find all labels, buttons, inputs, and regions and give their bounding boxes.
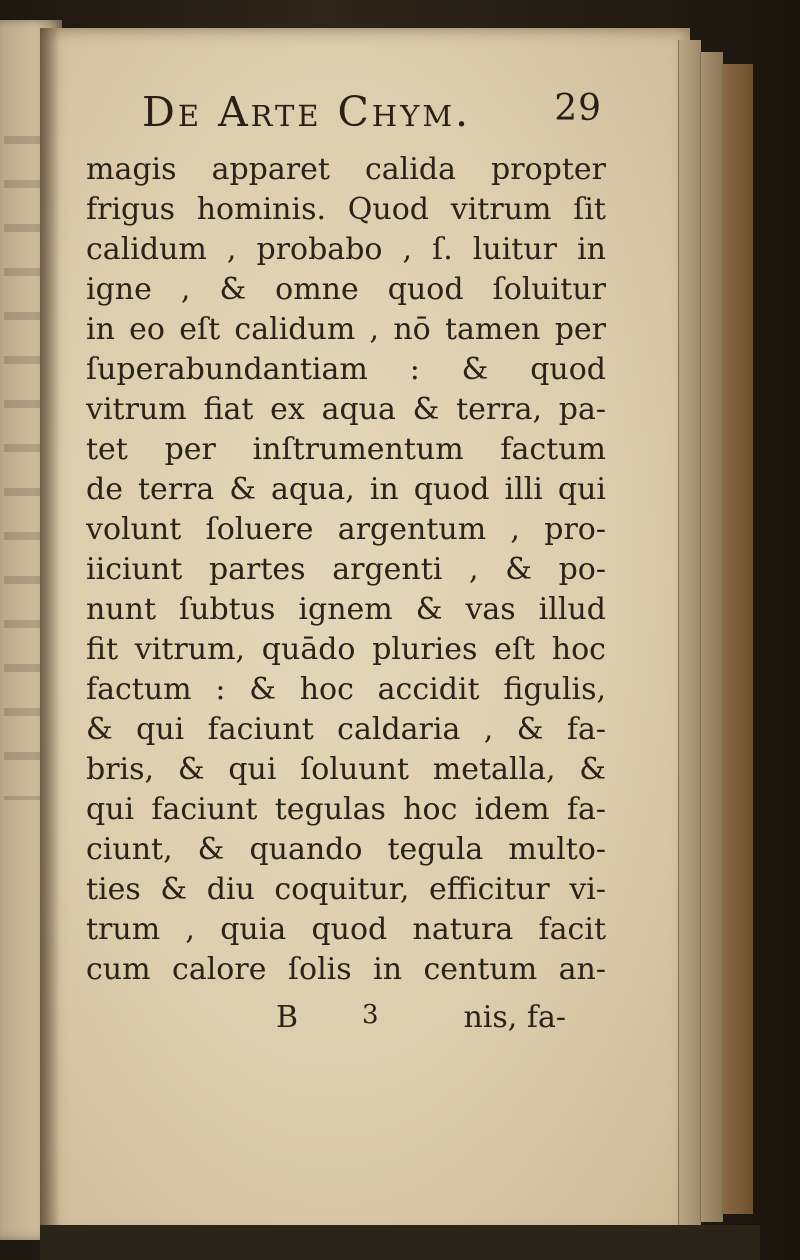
text-line: frigus hominis. Quod vitrum ſit (86, 192, 606, 227)
text-line: bris, & qui ſoluunt metalla, & (86, 752, 606, 787)
text-line: magis apparet calida propter (86, 152, 606, 187)
text-line: calidum , probabo , ſ. luitur in (86, 232, 606, 267)
page-edge-stack (700, 52, 723, 1222)
text-line: & qui faciunt caldaria , & fa- (86, 712, 606, 747)
page-gutter-shadow (40, 28, 60, 1238)
text-line: ſuperabundantiam : & quod (86, 352, 606, 387)
text-line: in eo eſt calidum , nō tamen per (86, 312, 606, 347)
signature-number: 3 (362, 1000, 379, 1030)
background-shadow (40, 1225, 760, 1260)
page-number: 29 (554, 88, 602, 129)
page-edge-stack (678, 40, 701, 1230)
text-line: de terra & aqua, in quod illi qui (86, 472, 606, 507)
book-cover-edge (722, 64, 753, 1214)
text-line: ciunt, & quando tegula multo- (86, 832, 606, 867)
signature-mark: B (276, 1000, 299, 1035)
body-text (86, 150, 606, 990)
catchword: nis, fa- (463, 1000, 566, 1035)
page-footer (276, 1000, 616, 1040)
text-line: igne , & omne quod ſoluitur (86, 272, 606, 307)
running-head (142, 88, 602, 136)
text-line: nunt ſubtus ignem & vas illud (86, 592, 606, 627)
text-line: factum : & hoc accidit figulis, (86, 672, 606, 707)
text-line: tet per inſtrumentum factum (86, 432, 606, 467)
text-line: ties & diu coquitur, efficitur vi- (86, 872, 606, 907)
text-line: vitrum fiat ex aqua & terra, pa- (86, 392, 606, 427)
text-line: volunt ſoluere argentum , pro- (86, 512, 606, 547)
text-line: cum calore ſolis in centum an- (86, 952, 606, 987)
text-line: iiciunt partes argenti , & po- (86, 552, 606, 587)
running-title: De Arte Chym. (142, 88, 472, 136)
text-line: trum , quia quod natura facit (86, 912, 606, 947)
text-line: qui faciunt tegulas hoc idem fa- (86, 792, 606, 827)
text-line: fit vitrum, quādo pluries eſt hoc (86, 632, 606, 667)
